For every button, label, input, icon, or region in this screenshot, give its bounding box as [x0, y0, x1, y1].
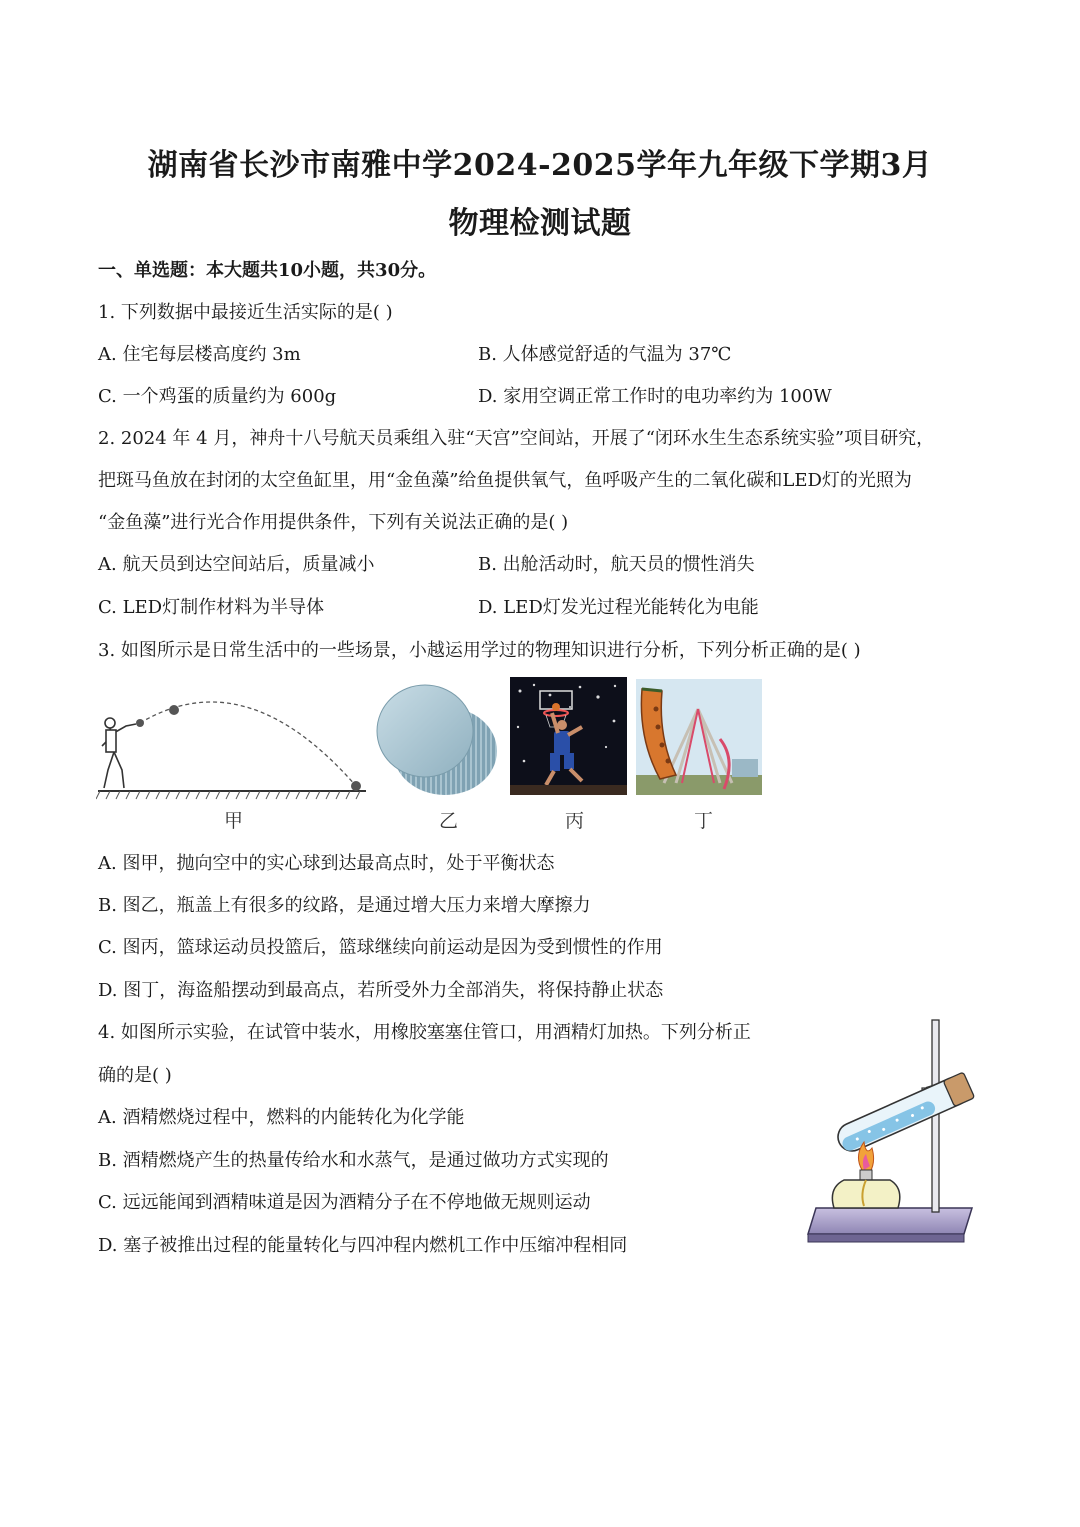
caption-bing: 丙 [565, 810, 585, 832]
q2-option-a: A. 航天员到达空间站后，质量减小 [98, 554, 375, 575]
q2-stem-line2: 把斑马鱼放在封闭的太空鱼缸里，用“金鱼藻”给鱼提供氧气，鱼呼吸产生的二氧化碳和LED灯的光照为 [98, 470, 912, 491]
q2-stem-line1: 2. 2024 年 4 月，神舟十八号航天员乘组入驻“天宫”空间站，开展了“闭环水生生态系统实验”项目研究， [98, 428, 935, 449]
figure-jia-shotput [96, 690, 372, 805]
q3-option-c: C. 图丙，篮球运动员投篮后，篮球继续向前运动是因为受到惯性的作用 [98, 937, 663, 958]
exam-title-line2: 物理检测试题 [448, 206, 632, 241]
q4-option-b: B. 酒精燃烧产生的热量传给水和水蒸气，是通过做功方式实现的 [98, 1150, 609, 1171]
figure-yi-bottle-cap [375, 677, 501, 801]
basketball-scene-image [510, 677, 627, 795]
q3-option-a: A. 图甲，抛向空中的实心球到达最高点时，处于平衡状态 [98, 853, 555, 874]
q2-option-b: B. 出舱活动时，航天员的惯性消失 [478, 554, 755, 575]
q2-option-c: C. LED灯制作材料为半导体 [98, 597, 325, 618]
figure-ding-pirate-ship-photo [636, 679, 762, 795]
figure-bing-basketball-photo [510, 677, 627, 795]
q4-stem-line1: 4. 如图所示实验，在试管中装水，用橡胶塞塞住管口，用酒精灯加热。下列分析正 [98, 1022, 751, 1043]
section-heading: 一、单选题：本大题共10小题，共30分。 [98, 260, 437, 281]
figure-test-tube-apparatus [804, 1016, 988, 1252]
q2-option-d: D. LED灯发光过程光能转化为电能 [478, 597, 759, 618]
q1-option-b: B. 人体感觉舒适的气温为 37℃ [478, 344, 732, 365]
pirate-ship-scene-image [636, 679, 762, 795]
q3-option-d: D. 图丁，海盗船摆动到最高点，若所受外力全部消失，将保持静止状态 [98, 980, 664, 1001]
q1-option-c: C. 一个鸡蛋的质量约为 600g [98, 386, 337, 407]
exam-title-line1: 湖南省长沙市南雅中学2024-2025学年九年级下学期3月 [147, 148, 933, 183]
caption-yi: 乙 [439, 810, 459, 832]
caption-jia: 甲 [224, 810, 244, 832]
q4-option-d: D. 塞子被推出过程的能量转化与四冲程内燃机工作中压缩冲程相同 [98, 1235, 628, 1256]
q4-option-c: C. 远远能闻到酒精味道是因为酒精分子在不停地做无规则运动 [98, 1192, 591, 1213]
q3-option-b: B. 图乙，瓶盖上有很多的纹路，是通过增大压力来增大摩擦力 [98, 895, 591, 916]
q4-stem-line2: 确的是( ) [98, 1065, 172, 1086]
q3-stem: 3. 如图所示是日常生活中的一些场景，小越运用学过的物理知识进行分析，下列分析正确的是( ) [98, 640, 861, 661]
q1-option-d: D. 家用空调正常工作时的电功率约为 100W [478, 386, 832, 407]
q1-stem: 1. 下列数据中最接近生活实际的是( ) [98, 302, 393, 323]
q4-option-a: A. 酒精燃烧过程中，燃料的内能转化为化学能 [98, 1107, 465, 1128]
q1-option-a: A. 住宅每层楼高度约 3m [98, 344, 301, 365]
q2-stem-line3: “金鱼藻”进行光合作用提供条件，下列有关说法正确的是( ) [98, 512, 569, 533]
caption-ding: 丁 [694, 810, 714, 832]
